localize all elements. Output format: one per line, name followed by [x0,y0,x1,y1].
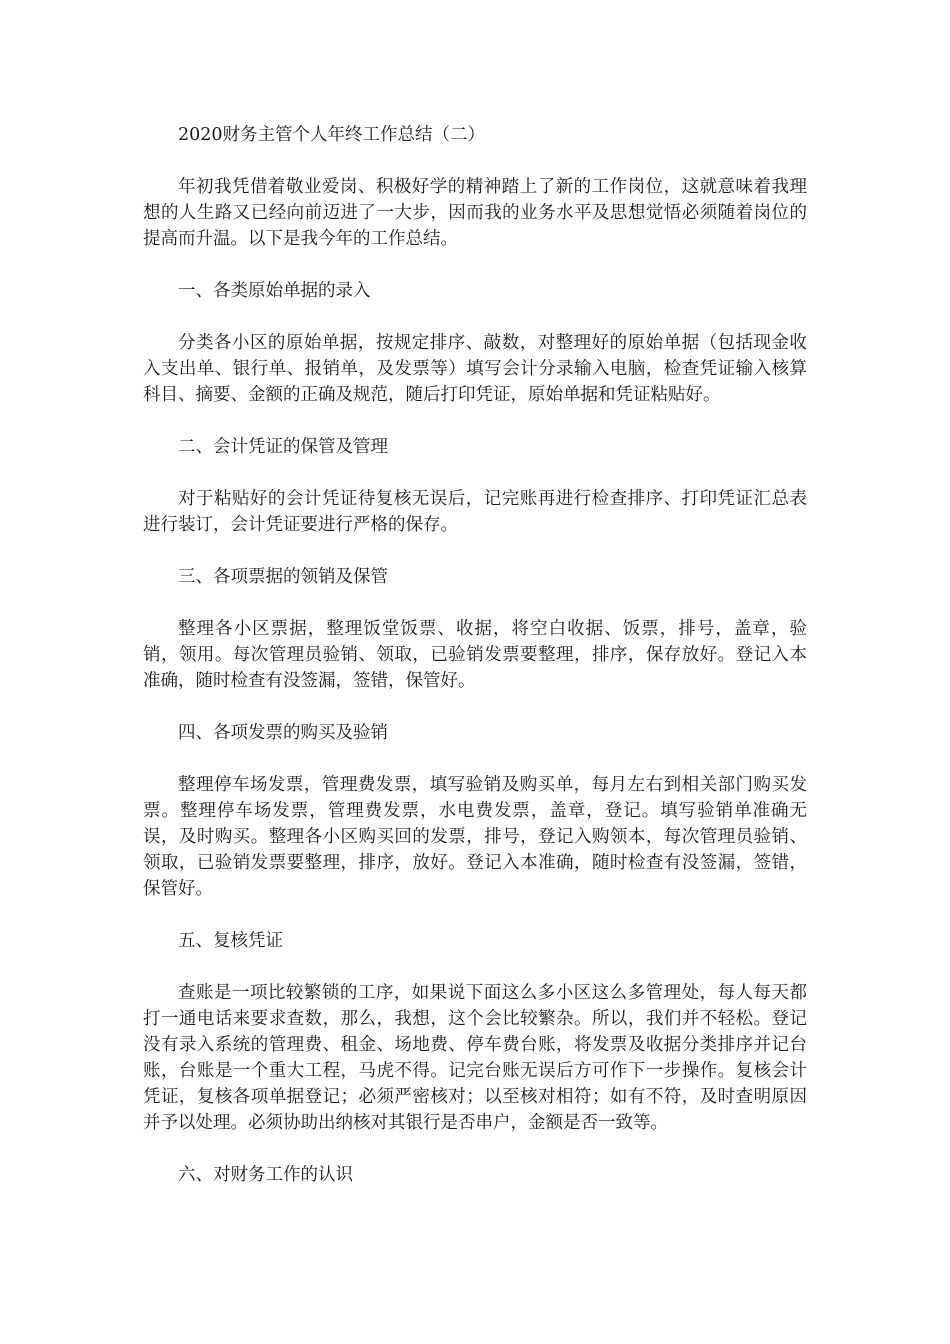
section-heading-4: 四、各项发票的购买及验销 [178,723,388,743]
section-heading-6: 六、对财务工作的认识 [178,1165,353,1185]
document-title: 2020财务主管个人年终工作总结（二） [178,125,486,145]
section-heading-5: 五、复核凭证 [178,931,283,951]
section-heading-1: 一、各类原始单据的录入 [178,281,371,301]
section-body-4: 整理停车场发票，管理费发票，填写验销及购买单，每月左右到相关部门购买发票。整理停车场发票，管理费发票，水电费发票，盖章，登记。填写验销单准确无误，及时购买。整理各小区购买回的发票，排号，登记入购领本，每次管理员验销、领取，已验销发票要整理，排序，放好。登记入本准确，随时检查有没签漏，签错，保管好。 [143,775,807,899]
section-heading-2: 二、会计凭证的保管及管理 [178,437,388,457]
document-body [143,122,807,1214]
section-body-2: 对于粘贴好的会计凭证待复核无误后，记完账再进行检查排序、打印凭证汇总表进行装订，会计凭证要进行严格的保存。 [143,489,807,535]
intro-paragraph: 年初我凭借着敬业爱岗、积极好学的精神踏上了新的工作岗位，这就意味着我理想的人生路又已经向前迈进了一大步，因而我的业务水平及思想觉悟必须随着岗位的提高而升温。以下是我今年的工作总结。 [143,177,807,249]
section-body-3: 整理各小区票据，整理饭堂饭票、收据，将空白收据、饭票，排号，盖章，验销，领用。每次管理员验销、领取，已验销发票要整理，排序，保存放好。登记入本准确，随时检查有没签漏，签错，保管好。 [143,619,807,691]
section-body-5: 查账是一项比较繁锁的工序，如果说下面这么多小区这么多管理处，每人每天都打一通电话来要求查数，那么，我想，这个会比较繁杂。所以，我们并不轻松。登记没有录入系统的管理费、租金、场地费、停车费台账，将发票及收据分类排序并记台账，台账是一个重大工程，马虎不得。记完台账无误后方可作下一步操作。复核会计凭证，复核各项单据登记；必须严密核对；以至核对相符；如有不符，及时查明原因并予以处理。必须协助出纳核对其银行是否串户，金额是否一致等。 [143,983,807,1133]
section-heading-3: 三、各项票据的领销及保管 [178,567,388,587]
section-body-1: 分类各小区的原始单据，按规定排序、敲数，对整理好的原始单据（包括现金收入支出单、银行单、报销单，及发票等）填写会计分录输入电脑，检查凭证输入核算科目、摘要、金额的正确及规范，随后打印凭证，原始单据和凭证粘贴好。 [143,333,807,405]
